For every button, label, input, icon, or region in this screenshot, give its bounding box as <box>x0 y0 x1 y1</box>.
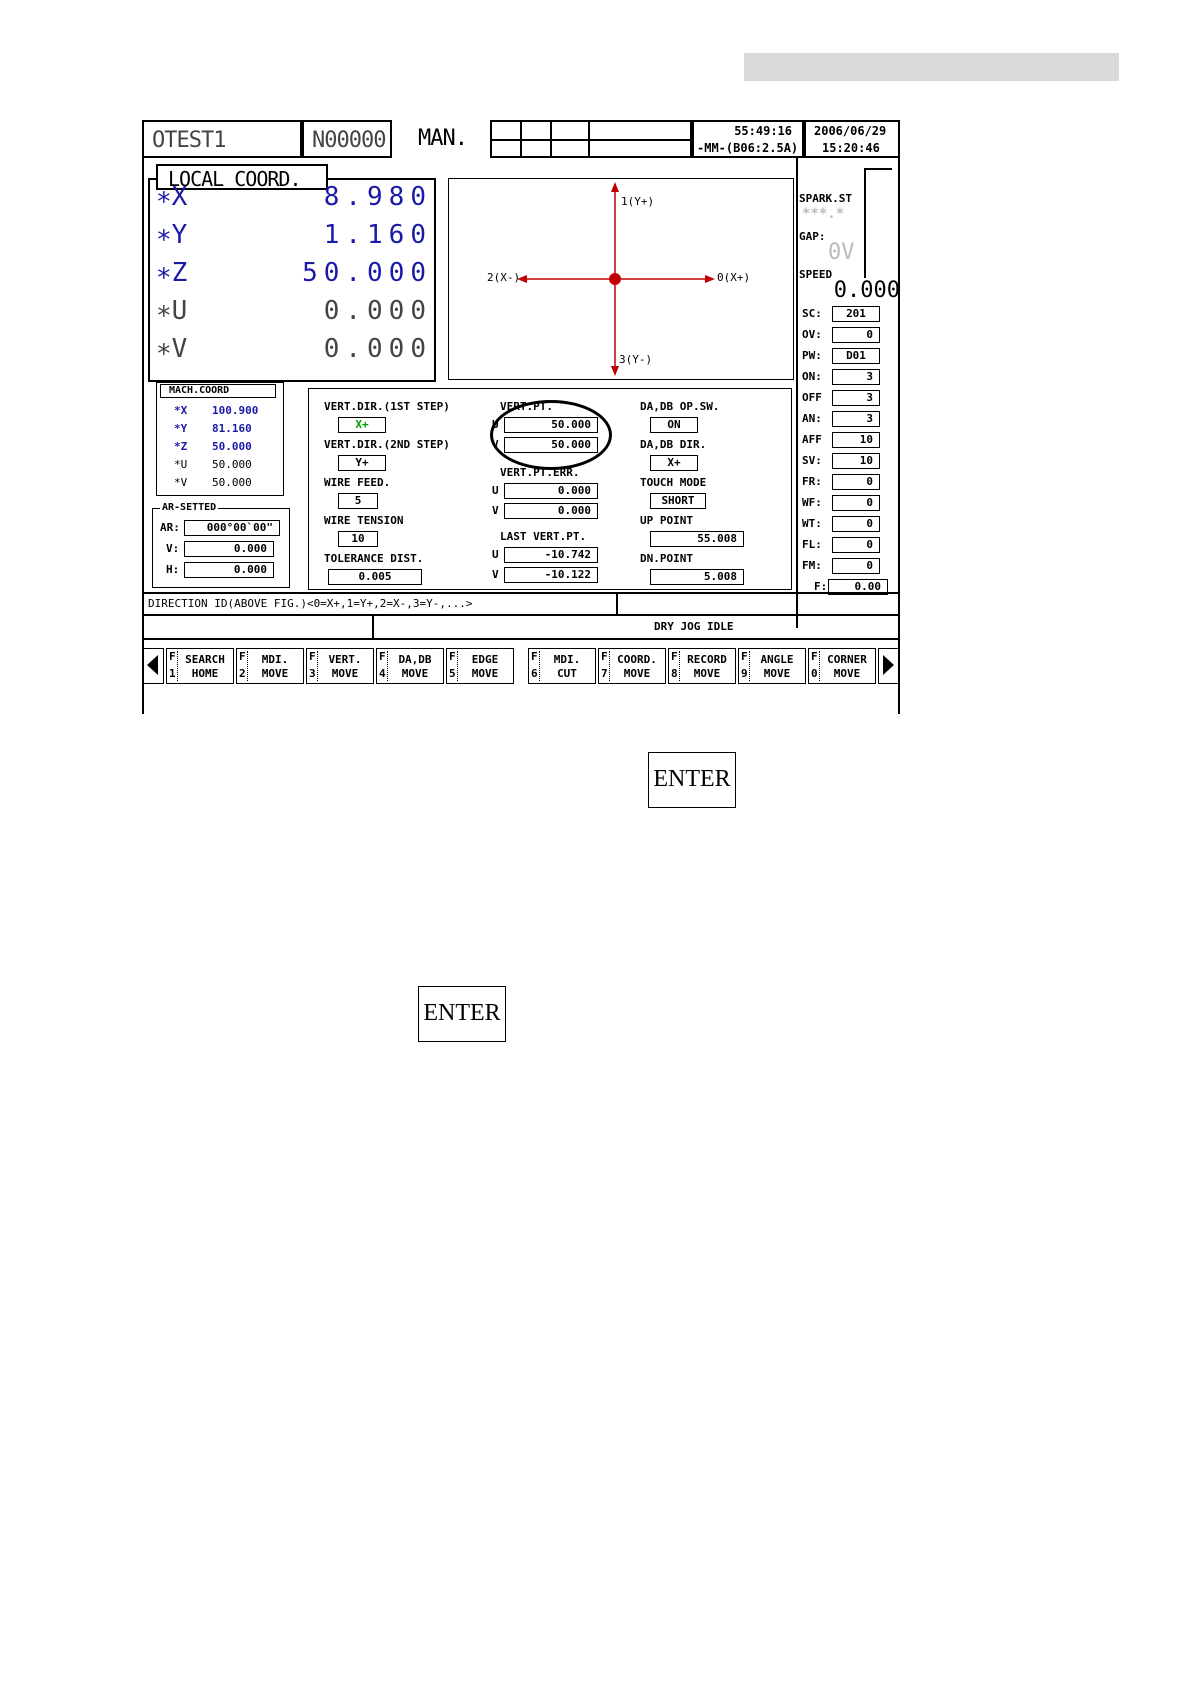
err-v-label: V <box>492 504 499 517</box>
wire-tension-field[interactable]: 10 <box>338 531 378 547</box>
dn-point-field[interactable]: 5.008 <box>650 569 744 585</box>
param-label: ON: <box>802 370 822 383</box>
fkey-separator <box>819 651 820 681</box>
param-field[interactable]: 201 <box>832 306 880 322</box>
timer: 55:49:16 <box>734 124 792 138</box>
vert-pt-u-label: U <box>492 418 499 431</box>
fkey-label-2: MOVE <box>833 667 861 680</box>
fkey-prefix: F <box>169 650 176 663</box>
right-arrow-icon <box>705 275 715 283</box>
ar-v-field[interactable]: 0.000 <box>184 541 274 557</box>
param-label: SV: <box>802 454 822 467</box>
fkey-label-2: MOVE <box>261 667 289 680</box>
param-field[interactable]: 0 <box>832 537 880 553</box>
fkey-label-1: CORNER <box>827 653 867 666</box>
date-time-field <box>804 120 900 158</box>
origin-dot <box>609 273 621 285</box>
last-u-field[interactable]: -10.742 <box>504 547 598 563</box>
fkey-prefix: F <box>309 650 316 663</box>
axis-value: 0.000 <box>323 296 432 326</box>
up-arrow-icon <box>611 182 619 192</box>
fkey-6[interactable] <box>528 648 596 684</box>
fkey-3[interactable] <box>306 648 374 684</box>
fkey-separator <box>457 651 458 681</box>
fkey-label-2: HOME <box>191 667 219 680</box>
dadb-dir-label: DA,DB DIR. <box>640 438 707 451</box>
fkey-label-2: MOVE <box>401 667 429 680</box>
vert-pt-err-label: VERT.PT.ERR. <box>500 466 580 479</box>
message-line <box>142 592 900 616</box>
date: 2006/06/29 <box>814 124 887 138</box>
fkey-prefix: F <box>671 650 678 663</box>
timer-field <box>692 120 804 158</box>
axis-name: ∗V <box>156 334 188 364</box>
ar-v-label: V: <box>166 542 180 555</box>
fkey-label-1: MDI. <box>553 653 581 666</box>
machine-state: DRY JOG IDLE <box>654 620 734 633</box>
mach-axis-label: *X <box>174 404 188 417</box>
machine-status: -MM-(B06:2.5A) <box>697 141 799 155</box>
speed-label: SPEED <box>799 268 833 281</box>
wire-feed-field[interactable]: 5 <box>338 493 378 509</box>
param-label: OV: <box>802 328 822 341</box>
fkey-2[interactable] <box>236 648 304 684</box>
fkey-label-1: DA,DB <box>398 653 432 666</box>
param-field[interactable]: 3 <box>832 390 880 406</box>
right-arrow-icon <box>879 649 898 682</box>
vert-pt-v-label: V <box>492 438 499 451</box>
fkey-label-1: EDGE <box>471 653 499 666</box>
vert-dir-2nd-label: VERT.DIR.(2ND STEP) <box>324 438 450 451</box>
param-label: AFF <box>802 433 822 446</box>
program-name-field <box>142 120 302 158</box>
up-point-label: UP POINT <box>640 514 693 527</box>
down-arrow-icon <box>611 366 619 376</box>
wire-feed-label: WIRE FEED. <box>324 476 391 489</box>
param-field[interactable]: 0 <box>832 474 880 490</box>
time: 15:20:46 <box>822 141 880 155</box>
vert-dir-2nd-field[interactable]: Y+ <box>338 455 386 471</box>
fkey-separator <box>247 651 248 681</box>
left-arrow-icon <box>143 649 162 682</box>
param-field[interactable]: 0 <box>832 558 880 574</box>
mach-axis-value: 50.000 <box>212 476 252 489</box>
fkey-prefix: F <box>601 650 608 663</box>
ar-h-field[interactable]: 0.000 <box>184 562 274 578</box>
mode-label: MAN. <box>418 126 467 151</box>
fkey-number: 1 <box>169 667 176 680</box>
spark-bar-frame <box>864 168 892 278</box>
state-line <box>142 616 900 640</box>
mach-axis-label: *V <box>174 476 188 489</box>
fkey-separator <box>679 651 680 681</box>
ar-setted-title: AR-SETTED <box>162 502 217 513</box>
fkey-number: 7 <box>601 667 608 680</box>
vert-pt-v-field[interactable]: 50.000 <box>504 437 598 453</box>
enter-key-1: ENTER <box>648 752 736 808</box>
last-v-label: V <box>492 568 499 581</box>
fkey-label-2: MOVE <box>623 667 651 680</box>
fkey-1[interactable] <box>166 648 234 684</box>
gap-label: GAP: <box>799 230 826 243</box>
wire-tension-label: WIRE TENSION <box>324 514 404 527</box>
touch-mode-label: TOUCH MODE <box>640 476 707 489</box>
gap-value: 0V <box>828 240 855 265</box>
fkey-number: 6 <box>531 667 538 680</box>
ar-label: AR: <box>160 521 180 534</box>
fkey-8[interactable] <box>668 648 736 684</box>
axis-value: 50.000 <box>302 258 432 288</box>
mach-coord-title: MACH.COORD <box>160 384 276 398</box>
dir-label-left: 2(X-) <box>487 271 521 284</box>
last-v-field[interactable]: -10.122 <box>504 567 598 583</box>
fkey-number: 9 <box>741 667 748 680</box>
param-label: WT: <box>802 517 822 530</box>
mach-axis-value: 81.160 <box>212 422 252 435</box>
fkey-7[interactable] <box>598 648 666 684</box>
vert-pt-label: VERT.PT. <box>500 400 553 413</box>
param-field[interactable]: 10 <box>832 432 880 448</box>
axis-name: ∗U <box>156 296 188 326</box>
tolerance-field[interactable]: 0.005 <box>328 569 422 585</box>
enter-key-2: ENTER <box>418 986 506 1042</box>
axis-name: ∗X <box>156 182 188 212</box>
fkey-separator <box>317 651 318 681</box>
fkey-separator <box>177 651 178 681</box>
program-name: OTEST1 <box>152 128 226 153</box>
next-page-button[interactable] <box>878 648 900 684</box>
fkey-number: 3 <box>309 667 316 680</box>
param-label: OFF <box>802 391 822 404</box>
fkey-label-2: MOVE <box>693 667 721 680</box>
fkey-bar <box>142 648 900 684</box>
dn-point-label: DN.POINT <box>640 552 693 565</box>
fkey-prefix: F <box>741 650 748 663</box>
dir-label-down: 3(Y-) <box>619 353 653 366</box>
fkey-prefix: F <box>239 650 246 663</box>
err-u-label: U <box>492 484 499 497</box>
param-label: FL: <box>802 538 822 551</box>
param-label: FM: <box>802 559 822 572</box>
direction-diagram <box>448 178 794 380</box>
axis-value: 0.000 <box>323 334 432 364</box>
fkey-label-1: MDI. <box>261 653 289 666</box>
fkey-prefix: F <box>379 650 386 663</box>
dir-label-right: 0(X+) <box>717 271 751 284</box>
fkey-number: 4 <box>379 667 386 680</box>
vert-dir-1st-field[interactable]: X+ <box>338 417 386 433</box>
dir-label-up: 1(Y+) <box>621 195 655 208</box>
param-field[interactable]: 0.00 <box>828 579 888 595</box>
fkey-number: 0 <box>811 667 818 680</box>
param-label: WF: <box>802 496 822 509</box>
mach-axis-value: 50.000 <box>212 440 252 453</box>
axis-name: ∗Y <box>156 220 188 250</box>
fkey-label-2: CUT <box>557 667 577 680</box>
fkey-prefix: F <box>531 650 538 663</box>
fkey-prefix: F <box>811 650 818 663</box>
fkey-number: 2 <box>239 667 246 680</box>
spark-value: ***.* <box>802 206 845 222</box>
dadb-dir-field[interactable]: X+ <box>650 455 698 471</box>
touch-mode-field[interactable]: SHORT <box>650 493 706 509</box>
up-point-field[interactable]: 55.008 <box>650 531 744 547</box>
tolerance-label: TOLERANCE DIST. <box>324 552 424 565</box>
mach-axis-label: *Y <box>174 422 188 435</box>
vert-dir-1st-label: VERT.DIR.(1ST STEP) <box>324 400 450 413</box>
ar-h-label: H: <box>166 563 180 576</box>
dadb-op-sw-field[interactable]: ON <box>650 417 698 433</box>
fkey-4[interactable] <box>376 648 444 684</box>
mach-axis-value: 100.900 <box>212 404 259 417</box>
prev-page-button[interactable] <box>142 648 164 684</box>
param-label: AN: <box>802 412 822 425</box>
direction-message: DIRECTION ID(ABOVE FIG.)<0=X+,1=Y+,2=X-,3=Y-,...> <box>148 597 473 610</box>
fkey-label-1: ANGLE <box>760 653 794 666</box>
param-label: FR: <box>802 475 822 488</box>
param-field[interactable]: 10 <box>832 453 880 469</box>
param-field[interactable]: 0 <box>832 327 880 343</box>
last-vert-pt-label: LAST VERT.PT. <box>500 530 587 543</box>
param-label: F: <box>814 580 828 593</box>
fkey-label-1: VERT. <box>328 653 362 666</box>
page-header-bar <box>744 53 1119 81</box>
spark-label: SPARK.ST <box>799 192 852 205</box>
mach-axis-label: *U <box>174 458 188 471</box>
vert-pt-u-field[interactable]: 50.000 <box>504 417 598 433</box>
param-label: SC: <box>802 307 822 320</box>
cnc-screen <box>142 120 900 690</box>
fkey-label-2: MOVE <box>331 667 359 680</box>
mach-axis-label: *Z <box>174 440 188 453</box>
fkey-5[interactable] <box>446 648 514 684</box>
fkey-number: 8 <box>671 667 678 680</box>
fkey-number: 5 <box>449 667 456 680</box>
param-field[interactable]: 3 <box>832 411 880 427</box>
dadb-op-sw-label: DA,DB OP.SW. <box>640 400 720 413</box>
local-coord-title: LOCAL COORD. <box>156 164 328 190</box>
fkey-label-1: COORD. <box>617 653 657 666</box>
fkey-label-1: SEARCH <box>185 653 225 666</box>
fkey-separator <box>539 651 540 681</box>
fkey-0[interactable] <box>808 648 876 684</box>
fkey-separator <box>387 651 388 681</box>
axis-name: ∗Z <box>156 258 188 288</box>
fkey-label-1: RECORD <box>687 653 727 666</box>
param-field[interactable]: 3 <box>832 369 880 385</box>
param-field[interactable]: 0 <box>832 495 880 511</box>
last-u-label: U <box>492 548 499 561</box>
ar-field[interactable]: 000°00`00" <box>184 520 280 536</box>
block-number-field <box>302 120 392 158</box>
fkey-prefix: F <box>449 650 456 663</box>
fkey-9[interactable] <box>738 648 806 684</box>
param-label: PW: <box>802 349 822 362</box>
param-field[interactable]: D01 <box>832 348 880 364</box>
axis-value: 8.980 <box>323 182 432 212</box>
speed-value: 0.000 <box>833 278 900 303</box>
fkey-separator <box>749 651 750 681</box>
fkey-label-2: MOVE <box>763 667 791 680</box>
fkey-separator <box>609 651 610 681</box>
highlight-ellipse <box>490 400 612 470</box>
mach-axis-value: 50.000 <box>212 458 252 471</box>
param-field[interactable]: 0 <box>832 516 880 532</box>
block-number: N00000 <box>312 128 386 153</box>
indicator-grid <box>490 120 692 158</box>
err-u-field[interactable]: 0.000 <box>504 483 598 499</box>
err-v-field[interactable]: 0.000 <box>504 503 598 519</box>
axis-value: 1.160 <box>323 220 432 250</box>
fkey-label-2: MOVE <box>471 667 499 680</box>
